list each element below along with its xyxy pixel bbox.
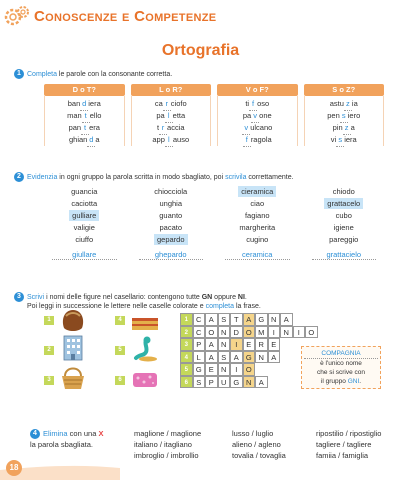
crossword-grid <box>180 313 318 388</box>
word-item[interactable]: gepardo <box>131 234 212 246</box>
column-header: L o R? <box>131 84 212 96</box>
word-pair[interactable]: alieno / agleno <box>232 440 281 449</box>
word-item[interactable]: igiene <box>333 223 354 232</box>
fill-in-blank[interactable]: t <box>82 110 90 123</box>
word-item[interactable]: ciuffo <box>75 235 94 244</box>
fill-in-blank[interactable]: z <box>343 122 351 135</box>
crossword-cell[interactable]: N <box>255 351 268 364</box>
crossword-cell[interactable]: N <box>280 326 293 339</box>
crossword-cell[interactable]: M <box>255 326 268 339</box>
word-item[interactable]: pareggio <box>329 235 359 244</box>
word-item: pen s iero <box>305 110 384 122</box>
column-header: V o F? <box>217 84 298 96</box>
crossword-cell[interactable]: E <box>268 338 281 351</box>
crossword-cell[interactable]: T <box>230 313 243 326</box>
crossword-cell[interactable]: I <box>230 363 243 376</box>
word-item: f ragola <box>218 134 297 146</box>
crossword-cell[interactable]: P <box>193 338 206 351</box>
crossword-cell[interactable]: G <box>255 313 268 326</box>
fill-in-blank[interactable]: f <box>243 134 251 147</box>
word-item[interactable]: grattacelo <box>304 198 385 210</box>
row-number: 5 <box>180 363 193 376</box>
page-footer-band <box>0 464 401 480</box>
row-number: 2 <box>180 326 193 339</box>
row-number: 4 <box>180 351 193 364</box>
crossword-cell[interactable]: O <box>305 326 318 339</box>
column-header: D o T? <box>44 84 125 96</box>
crossword-cell[interactable]: G <box>243 351 256 364</box>
crossword-cell[interactable]: D <box>230 326 243 339</box>
crossword-cell[interactable]: G <box>230 376 243 389</box>
row-number: 6 <box>180 376 193 389</box>
crossword-cell[interactable]: A <box>268 351 281 364</box>
crossword-cell[interactable]: A <box>230 351 243 364</box>
crossword-row <box>180 313 318 326</box>
word-item: v ulcano <box>218 122 297 134</box>
fill-in-blank[interactable]: r <box>159 122 167 135</box>
word-group <box>131 186 212 260</box>
chestnut-icon <box>58 306 88 334</box>
word-item[interactable]: cugino <box>246 235 269 244</box>
word-item: ti f oso <box>218 98 297 110</box>
page-header <box>4 4 216 28</box>
word-item[interactable]: fagiano <box>244 211 270 220</box>
word-item: astu z ia <box>305 98 384 110</box>
exercise-1-table <box>44 84 384 146</box>
crossword-cell[interactable]: A <box>280 313 293 326</box>
crossword-cell[interactable]: E <box>243 338 256 351</box>
crossword-row <box>180 376 318 389</box>
word-item: pan t era <box>45 122 124 134</box>
word-pair[interactable]: maglione / maglione <box>134 429 202 438</box>
exercise-4-column <box>134 428 201 461</box>
word-item: ghian d a <box>45 134 124 146</box>
crossword-cell[interactable]: A <box>255 376 268 389</box>
crossword-cell[interactable]: N <box>218 338 231 351</box>
exercise-4-column <box>316 428 381 461</box>
exercise-2-table <box>44 186 384 260</box>
exercise-4-column <box>232 428 286 461</box>
word-group <box>217 186 298 260</box>
crossword-cell[interactable]: A <box>243 313 256 326</box>
crossword-cell[interactable]: N <box>218 326 231 339</box>
exercise-number: 1 <box>14 69 24 79</box>
word-pair[interactable]: lusso / luglio <box>232 429 274 438</box>
genie-icon <box>130 334 160 362</box>
exercise-1-instructions: 1 Completa le parole con la consonante corretta. <box>14 69 393 79</box>
word-item: man t ello <box>45 110 124 122</box>
word-item[interactable]: caciotta <box>71 199 98 208</box>
word-pair[interactable]: italiano / itagliano <box>134 440 192 449</box>
consonant-column <box>304 84 385 146</box>
word-item: vi s iera <box>305 134 384 146</box>
crossword-cell[interactable]: C <box>193 313 206 326</box>
lasagna-icon <box>130 306 160 334</box>
crossword-cell[interactable]: G <box>193 363 206 376</box>
fill-in-blank[interactable]: r <box>163 98 171 111</box>
fill-in-blank[interactable]: v <box>242 122 250 135</box>
word-item[interactable]: chiocciola <box>154 187 188 196</box>
crossword-cell[interactable]: C <box>193 326 206 339</box>
word-pair[interactable]: ripostilio / ripostiglio <box>316 429 382 438</box>
crossword-cell[interactable]: A <box>205 351 218 364</box>
word-item: app l auso <box>132 134 211 146</box>
row-number: 1 <box>180 313 193 326</box>
fill-in-blank[interactable]: f <box>249 98 257 111</box>
fill-in-blank[interactable]: v <box>251 110 259 123</box>
word-item[interactable]: gulliare <box>44 210 125 222</box>
page-number: 18 <box>6 460 22 476</box>
correction-field[interactable]: ceramica <box>225 250 290 260</box>
crossword-cell[interactable]: E <box>205 363 218 376</box>
crossword-cell[interactable]: S <box>218 351 231 364</box>
answer-box: COMPAGNIA è l'unico nome che si scrive con il gruppo GNI. <box>301 346 381 389</box>
fill-in-blank[interactable]: l <box>165 134 173 147</box>
crossword-cell[interactable]: I <box>293 326 306 339</box>
word-item: pin z a <box>305 122 384 134</box>
crossword-cell[interactable]: U <box>218 376 231 389</box>
word-item[interactable]: unghia <box>159 199 183 208</box>
word-pair[interactable]: famiia / famiglia <box>316 451 369 460</box>
crossword-cell[interactable]: P <box>205 376 218 389</box>
word-item: ca r ciofo <box>132 98 211 110</box>
word-item[interactable]: chiodo <box>332 187 355 196</box>
exercise-4-instructions: 4 Elimina con una X la parola sbagliata. <box>30 429 104 450</box>
exercise-3-instructions: 3 Scrivi i nomi delle figure nel casellario: contengono tutte GN oppure NI. Poi leggi in successione le lettere nelle caselle colorate e completa la frase. <box>14 292 393 311</box>
crossword-cell[interactable]: O <box>243 363 256 376</box>
fill-in-blank[interactable]: d <box>80 98 88 111</box>
answer-word: COMPAGNIA <box>304 349 378 359</box>
word-group <box>44 186 125 260</box>
word-item[interactable]: ciao <box>250 199 265 208</box>
correction-field[interactable]: grattacielo <box>312 250 377 260</box>
word-item: pa v one <box>218 110 297 122</box>
page-title: Ortografia <box>161 42 240 59</box>
fill-in-blank[interactable]: t <box>81 122 89 135</box>
word-item[interactable]: guancia <box>71 187 98 196</box>
word-item[interactable]: cieramica <box>217 186 298 198</box>
word-item[interactable]: margherita <box>239 223 276 232</box>
header-title: Conoscenze e Competenze <box>34 7 217 25</box>
consonant-column <box>44 84 125 146</box>
word-item: t r accia <box>132 122 211 134</box>
crossword-row <box>180 326 318 339</box>
crossword-cell[interactable]: L <box>193 351 206 364</box>
word-item[interactable]: valigie <box>73 223 95 232</box>
fill-in-blank[interactable]: s <box>336 134 344 147</box>
word-item: pa l etta <box>132 110 211 122</box>
fill-in-blank[interactable]: s <box>340 110 348 123</box>
picture-number: 1 <box>44 316 54 325</box>
word-group <box>304 186 385 260</box>
crossword-cell[interactable]: A <box>205 338 218 351</box>
column-header: S o Z? <box>304 84 385 96</box>
fill-in-blank[interactable]: d <box>87 134 95 147</box>
exercise-2-instructions: 2 Evidenzia in ogni gruppo la parola scritta in modo sbagliato, poi scrivila correttamente. <box>14 172 393 182</box>
crossword-cell[interactable]: O <box>205 326 218 339</box>
crossword-cell[interactable]: I <box>268 326 281 339</box>
consonant-column <box>217 84 298 146</box>
gears-icon <box>4 5 30 27</box>
crossword-cell[interactable]: N <box>268 313 281 326</box>
crossword-cell[interactable]: A <box>205 313 218 326</box>
crossword-cell[interactable]: N <box>243 376 256 389</box>
crossword-cell[interactable]: S <box>218 313 231 326</box>
crossword-cell[interactable]: N <box>218 363 231 376</box>
word-item: ban d iera <box>45 98 124 110</box>
sponge-icon <box>130 364 160 392</box>
crossword-cell[interactable]: S <box>193 376 206 389</box>
crossword-row <box>180 351 318 364</box>
word-item[interactable]: cubo <box>335 211 352 220</box>
consonant-column <box>131 84 212 146</box>
fill-in-blank[interactable]: l <box>165 110 173 123</box>
crossword-row <box>180 338 318 351</box>
crossword-cell[interactable]: O <box>243 326 256 339</box>
word-pair[interactable]: imbroglio / imbrollio <box>134 451 199 460</box>
fill-in-blank[interactable]: z <box>344 98 352 111</box>
crossword-cell[interactable]: I <box>230 338 243 351</box>
correction-field[interactable]: ghepardo <box>139 250 204 260</box>
word-item[interactable]: pacato <box>159 223 183 232</box>
word-pair[interactable]: tovalia / tovaglia <box>232 451 286 460</box>
word-item[interactable]: guanto <box>159 211 183 220</box>
basket-icon <box>58 364 88 392</box>
correction-field[interactable]: giullare <box>52 250 117 260</box>
building-icon <box>58 334 88 362</box>
row-number: 3 <box>180 338 193 351</box>
word-pair[interactable]: tagliere / tagliere <box>316 440 372 449</box>
crossword-cell[interactable]: R <box>255 338 268 351</box>
crossword-row <box>180 363 318 376</box>
